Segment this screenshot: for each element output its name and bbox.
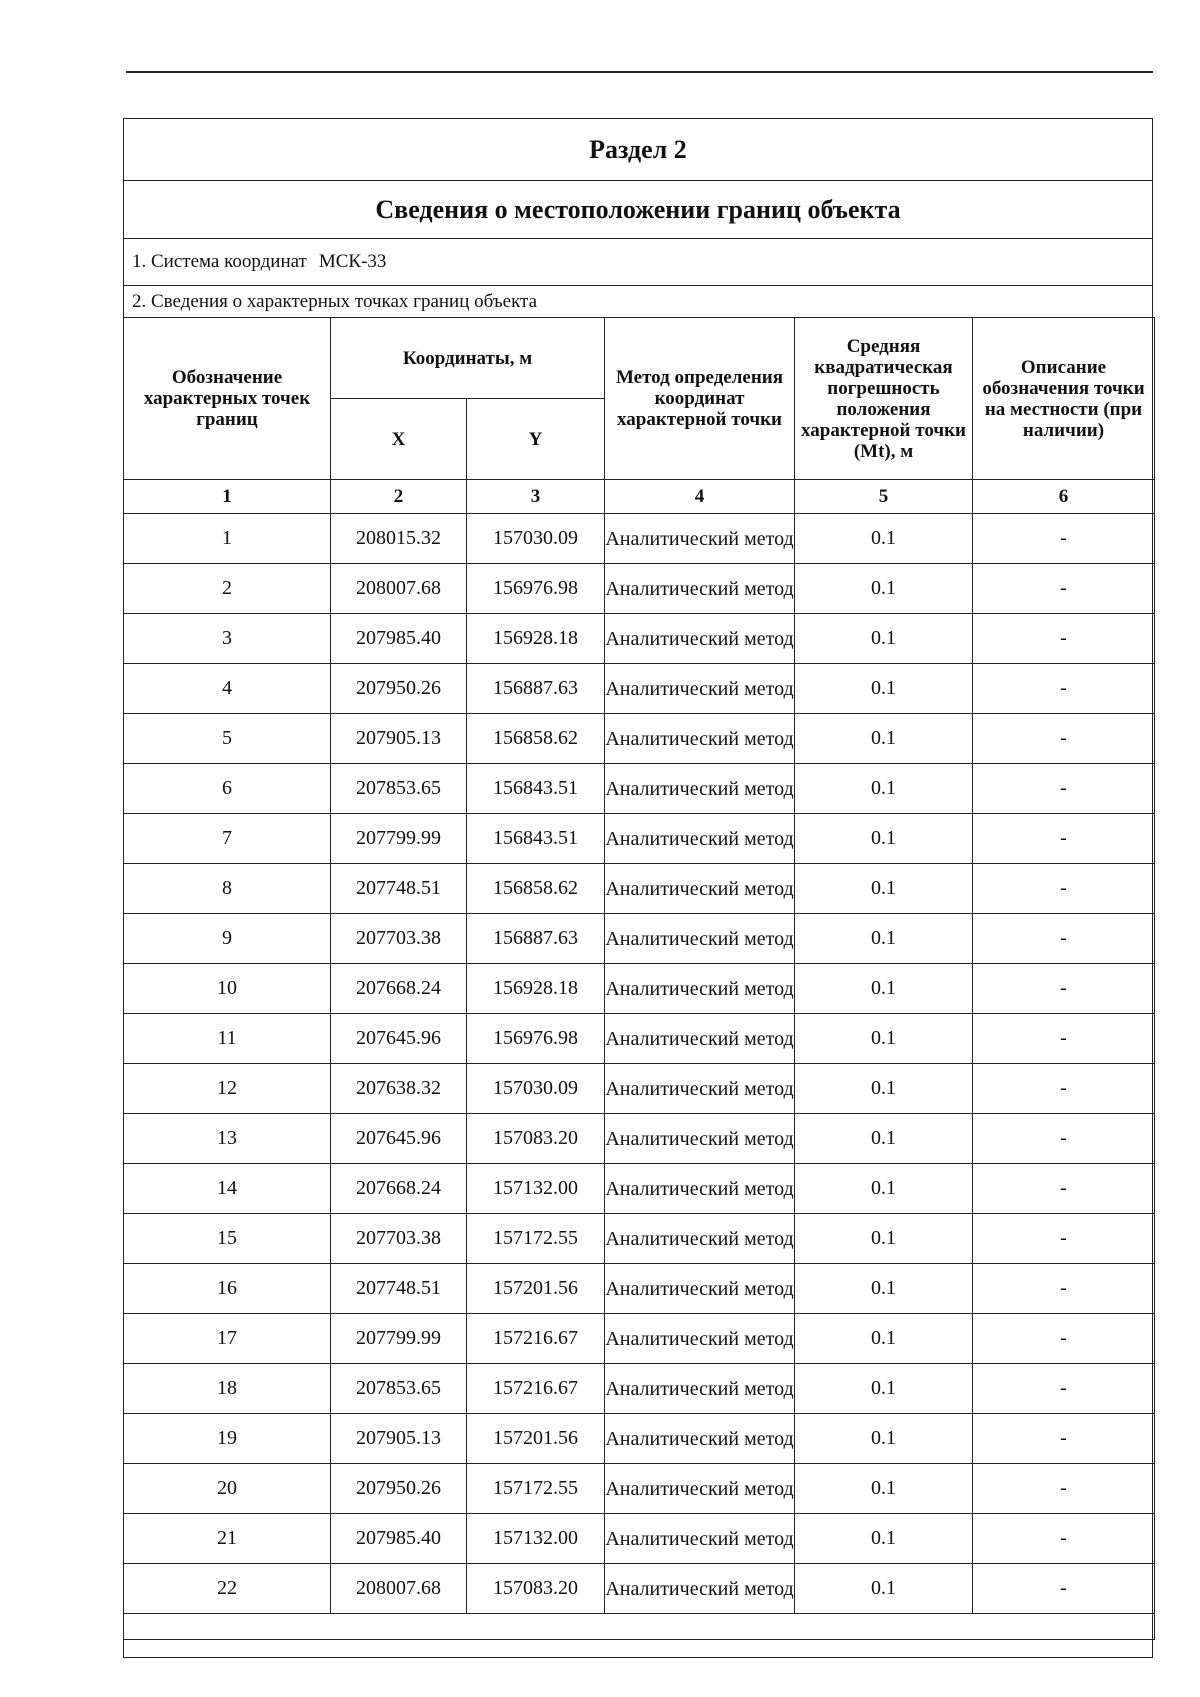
mean-error-cell: 0.1 <box>795 514 973 564</box>
method-cell: Аналитический метод <box>605 764 795 814</box>
coordinate-system-value: МСК-33 <box>318 251 387 272</box>
method-cell: Аналитический метод <box>605 1264 795 1314</box>
point-description-cell: - <box>973 1364 1155 1414</box>
points-table <box>123 317 1155 1640</box>
points-table-body <box>124 514 1155 1640</box>
method-cell: Аналитический метод <box>605 1164 795 1214</box>
coord-y-cell: 157201.56 <box>467 1264 605 1314</box>
mean-error-cell: 0.1 <box>795 1414 973 1464</box>
point-description-cell: - <box>973 514 1155 564</box>
coord-x-cell: 208007.68 <box>331 564 467 614</box>
blank-row <box>124 1614 1155 1640</box>
mean-error-cell: 0.1 <box>795 814 973 864</box>
coord-y-cell: 156843.51 <box>467 814 605 864</box>
coordinate-system-line <box>124 239 1152 286</box>
point-number-cell: 8 <box>124 864 331 914</box>
coord-y-cell: 156887.63 <box>467 664 605 714</box>
coord-y-cell: 157132.00 <box>467 1514 605 1564</box>
header-x: X <box>331 399 467 480</box>
coord-x-cell: 207799.99 <box>331 814 467 864</box>
mean-error-cell: 0.1 <box>795 864 973 914</box>
table-row <box>124 764 1155 814</box>
mean-error-cell: 0.1 <box>795 764 973 814</box>
header-error: Средняя квадратическая погрешность положения характерной точки (Mt), м <box>795 318 973 480</box>
header-y: Y <box>467 399 605 480</box>
point-description-cell: - <box>973 1464 1155 1514</box>
table-row <box>124 1014 1155 1064</box>
table-row <box>124 1414 1155 1464</box>
point-description-cell: - <box>973 1064 1155 1114</box>
method-cell: Аналитический метод <box>605 964 795 1014</box>
coord-x-cell: 207668.24 <box>331 1164 467 1214</box>
table-row <box>124 1464 1155 1514</box>
point-number-cell: 2 <box>124 564 331 614</box>
mean-error-cell: 0.1 <box>795 1114 973 1164</box>
point-description-cell: - <box>973 1514 1155 1564</box>
coord-y-cell: 156858.62 <box>467 714 605 764</box>
point-description-cell: - <box>973 1414 1155 1464</box>
point-number-cell: 20 <box>124 1464 331 1514</box>
mean-error-cell: 0.1 <box>795 964 973 1014</box>
method-cell: Аналитический метод <box>605 814 795 864</box>
coord-y-cell: 157132.00 <box>467 1164 605 1214</box>
point-description-cell: - <box>973 964 1155 1014</box>
coord-x-cell: 207703.38 <box>331 1214 467 1264</box>
column-number: 4 <box>605 480 795 514</box>
method-cell: Аналитический метод <box>605 1064 795 1114</box>
method-cell: Аналитический метод <box>605 1364 795 1414</box>
point-number-cell: 18 <box>124 1364 331 1414</box>
mean-error-cell: 0.1 <box>795 664 973 714</box>
coord-y-cell: 157030.09 <box>467 514 605 564</box>
coord-y-cell: 156976.98 <box>467 1014 605 1064</box>
coord-x-cell: 207703.38 <box>331 914 467 964</box>
coord-y-cell: 156843.51 <box>467 764 605 814</box>
point-number-cell: 13 <box>124 1114 331 1164</box>
table-row <box>124 914 1155 964</box>
point-description-cell: - <box>973 564 1155 614</box>
table-row <box>124 1114 1155 1164</box>
section-frame <box>123 118 1153 1658</box>
method-cell: Аналитический метод <box>605 514 795 564</box>
point-number-cell: 16 <box>124 1264 331 1314</box>
coord-y-cell: 157172.55 <box>467 1214 605 1264</box>
point-number-cell: 21 <box>124 1514 331 1564</box>
coord-x-cell: 207748.51 <box>331 1264 467 1314</box>
point-number-cell: 19 <box>124 1414 331 1464</box>
method-cell: Аналитический метод <box>605 564 795 614</box>
table-row <box>124 1514 1155 1564</box>
coord-y-cell: 157201.56 <box>467 1414 605 1464</box>
point-number-cell: 11 <box>124 1014 331 1064</box>
table-row <box>124 1314 1155 1364</box>
mean-error-cell: 0.1 <box>795 1564 973 1614</box>
point-number-cell: 7 <box>124 814 331 864</box>
coord-x-cell: 207950.26 <box>331 664 467 714</box>
method-cell: Аналитический метод <box>605 1214 795 1264</box>
coord-y-cell: 157216.67 <box>467 1364 605 1414</box>
table-row <box>124 1264 1155 1314</box>
point-description-cell: - <box>973 1264 1155 1314</box>
method-cell: Аналитический метод <box>605 1314 795 1364</box>
coord-x-cell: 207950.26 <box>331 1464 467 1514</box>
coord-x-cell: 207985.40 <box>331 614 467 664</box>
point-description-cell: - <box>973 1164 1155 1214</box>
method-cell: Аналитический метод <box>605 1564 795 1614</box>
table-row <box>124 614 1155 664</box>
column-number-row <box>124 480 1155 514</box>
point-number-cell: 10 <box>124 964 331 1014</box>
section-title: Раздел 2 <box>124 119 1152 181</box>
coord-y-cell: 157083.20 <box>467 1114 605 1164</box>
point-number-cell: 9 <box>124 914 331 964</box>
table-row <box>124 514 1155 564</box>
coord-x-cell: 207799.99 <box>331 1314 467 1364</box>
mean-error-cell: 0.1 <box>795 1264 973 1314</box>
point-description-cell: - <box>973 614 1155 664</box>
mean-error-cell: 0.1 <box>795 1364 973 1414</box>
column-number: 5 <box>795 480 973 514</box>
coord-y-cell: 157216.67 <box>467 1314 605 1364</box>
method-cell: Аналитический метод <box>605 1414 795 1464</box>
point-description-cell: - <box>973 664 1155 714</box>
coord-y-cell: 156858.62 <box>467 864 605 914</box>
coord-x-cell: 207853.65 <box>331 764 467 814</box>
mean-error-cell: 0.1 <box>795 1164 973 1214</box>
coord-y-cell: 157030.09 <box>467 1064 605 1114</box>
mean-error-cell: 0.1 <box>795 1314 973 1364</box>
point-number-cell: 12 <box>124 1064 331 1114</box>
table-row <box>124 714 1155 764</box>
coord-x-cell: 207905.13 <box>331 714 467 764</box>
point-number-cell: 14 <box>124 1164 331 1214</box>
mean-error-cell: 0.1 <box>795 1214 973 1264</box>
table-row <box>124 864 1155 914</box>
coord-y-cell: 156887.63 <box>467 914 605 964</box>
coord-y-cell: 157083.20 <box>467 1564 605 1614</box>
mean-error-cell: 0.1 <box>795 564 973 614</box>
method-cell: Аналитический метод <box>605 1014 795 1064</box>
table-row <box>124 1214 1155 1264</box>
coord-x-cell: 207853.65 <box>331 1364 467 1414</box>
point-number-cell: 1 <box>124 514 331 564</box>
coord-x-cell: 207668.24 <box>331 964 467 1014</box>
method-cell: Аналитический метод <box>605 1464 795 1514</box>
method-cell: Аналитический метод <box>605 914 795 964</box>
column-number: 6 <box>973 480 1155 514</box>
header-designation: Обозначение характерных точек границ <box>124 318 331 480</box>
point-description-cell: - <box>973 1314 1155 1364</box>
coord-x-cell: 207645.96 <box>331 1014 467 1064</box>
table-row <box>124 814 1155 864</box>
point-description-cell: - <box>973 1014 1155 1064</box>
mean-error-cell: 0.1 <box>795 914 973 964</box>
point-description-cell: - <box>973 714 1155 764</box>
point-description-cell: - <box>973 1564 1155 1614</box>
point-number-cell: 15 <box>124 1214 331 1264</box>
mean-error-cell: 0.1 <box>795 614 973 664</box>
point-number-cell: 5 <box>124 714 331 764</box>
table-row <box>124 1564 1155 1614</box>
blank-cell <box>124 1614 1155 1640</box>
coord-x-cell: 207985.40 <box>331 1514 467 1564</box>
column-number: 2 <box>331 480 467 514</box>
mean-error-cell: 0.1 <box>795 1464 973 1514</box>
point-number-cell: 3 <box>124 614 331 664</box>
coord-y-cell: 156976.98 <box>467 564 605 614</box>
mean-error-cell: 0.1 <box>795 714 973 764</box>
point-number-cell: 6 <box>124 764 331 814</box>
point-description-cell: - <box>973 914 1155 964</box>
method-cell: Аналитический метод <box>605 664 795 714</box>
coord-x-cell: 208007.68 <box>331 1564 467 1614</box>
coord-y-cell: 156928.18 <box>467 964 605 1014</box>
mean-error-cell: 0.1 <box>795 1014 973 1064</box>
method-cell: Аналитический метод <box>605 864 795 914</box>
coord-x-cell: 207645.96 <box>331 1114 467 1164</box>
method-cell: Аналитический метод <box>605 614 795 664</box>
table-row <box>124 564 1155 614</box>
header-description: Описание обозначения точки на местности (при наличии) <box>973 318 1155 480</box>
point-number-cell: 22 <box>124 1564 331 1614</box>
point-number-cell: 4 <box>124 664 331 714</box>
point-description-cell: - <box>973 764 1155 814</box>
table-row <box>124 1064 1155 1114</box>
point-description-cell: - <box>973 864 1155 914</box>
table-row <box>124 964 1155 1014</box>
coord-y-cell: 156928.18 <box>467 614 605 664</box>
point-description-cell: - <box>973 1214 1155 1264</box>
coord-y-cell: 157172.55 <box>467 1464 605 1514</box>
method-cell: Аналитический метод <box>605 1514 795 1564</box>
point-description-cell: - <box>973 814 1155 864</box>
mean-error-cell: 0.1 <box>795 1514 973 1564</box>
header-method: Метод определения координат характерной точки <box>605 318 795 480</box>
column-number: 1 <box>124 480 331 514</box>
method-cell: Аналитический метод <box>605 1114 795 1164</box>
coord-x-cell: 207905.13 <box>331 1414 467 1464</box>
coord-x-cell: 207638.32 <box>331 1064 467 1114</box>
header-coordinates: Координаты, м <box>331 318 605 399</box>
coordinate-system-label: 1. Система координат <box>132 251 307 272</box>
section-subtitle: Сведения о местоположении границ объекта <box>124 181 1152 239</box>
top-rule <box>126 71 1153 73</box>
point-number-cell: 17 <box>124 1314 331 1364</box>
coord-x-cell: 207748.51 <box>331 864 467 914</box>
table-row <box>124 664 1155 714</box>
table-row <box>124 1164 1155 1214</box>
points-heading: 2. Сведения о характерных точках границ объекта <box>124 286 1152 318</box>
point-description-cell: - <box>973 1114 1155 1164</box>
column-number: 3 <box>467 480 605 514</box>
method-cell: Аналитический метод <box>605 714 795 764</box>
table-row <box>124 1364 1155 1414</box>
coord-x-cell: 208015.32 <box>331 514 467 564</box>
mean-error-cell: 0.1 <box>795 1064 973 1114</box>
